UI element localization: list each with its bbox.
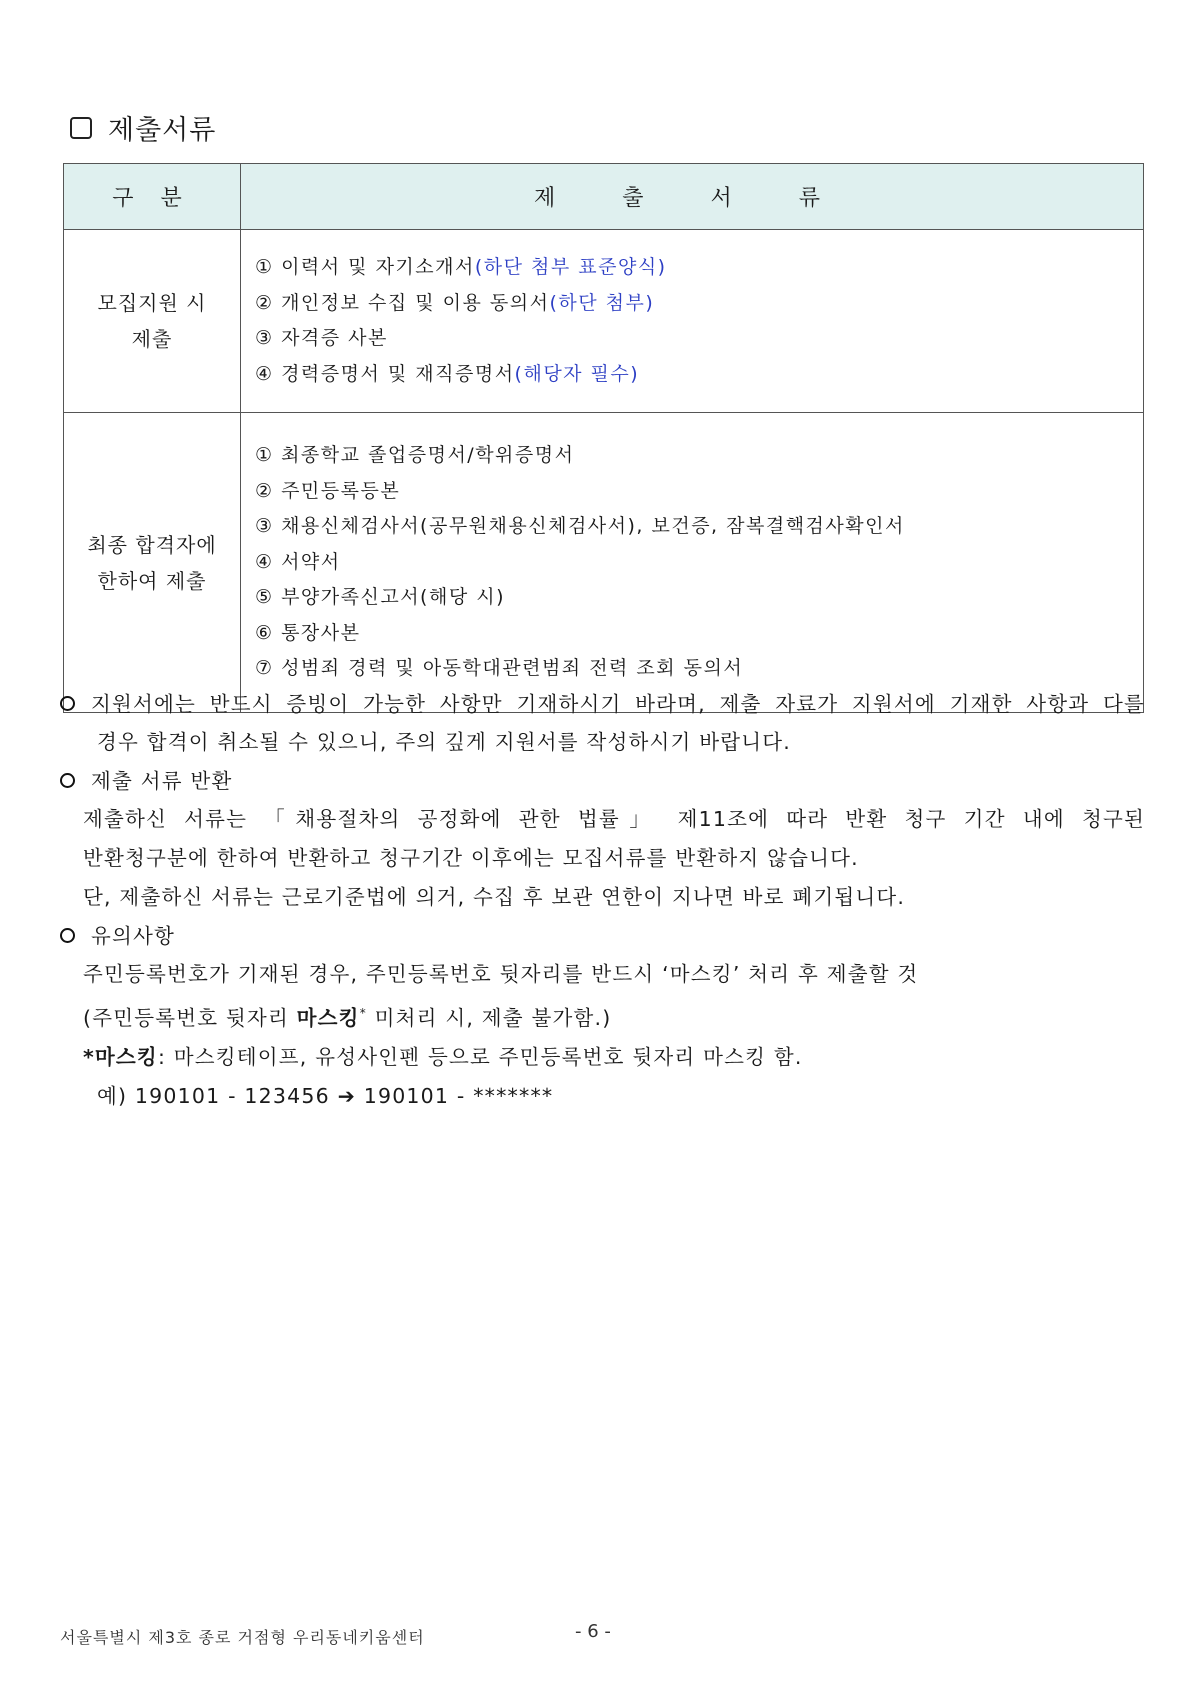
page-number: - 6 - <box>575 1621 611 1642</box>
note-heading <box>60 917 1145 955</box>
section-heading <box>70 108 216 147</box>
notes-section <box>60 685 1145 1116</box>
category-cell <box>64 413 241 713</box>
list-item: ③ 채용신체검사서(공무원채용신체검사서), 보건증, 잠복결핵검사확인서 <box>255 515 905 538</box>
note-item <box>60 685 1145 723</box>
arrow-icon: ➔ <box>337 1083 356 1108</box>
note-text: 반환청구분에 한하여 반환하고 청구기간 이후에는 모집서류를 반환하지 않습니다. <box>83 846 859 870</box>
documents-table <box>63 163 1144 713</box>
table-row <box>64 230 1144 413</box>
category-line: 제출 <box>131 327 173 351</box>
heading-text: 유의사항 <box>91 924 176 948</box>
note-text: 경우 합격이 취소될 수 있으니, 주의 깊게 지원서를 작성하시기 바랍니다. <box>97 730 791 754</box>
document-list <box>241 413 1144 713</box>
list-item: ③ 자격증 사본 <box>255 327 388 349</box>
example-text: 예) 190101 - 123456 ➔ 190101 - ******* <box>97 1083 554 1108</box>
list-item: ① 최종학교 졸업증명서/학위증명서 <box>255 444 575 467</box>
header-documents: 제 출 서 류 <box>241 164 1144 230</box>
note-text: 단, 제출하신 서류는 근로기준법에 의거, 수집 후 보관 연한이 지나면 바로 폐기됩니다. <box>83 885 906 909</box>
list-item: ① 이력서 및 자기소개서(하단 첨부 표준양식) <box>255 256 667 278</box>
category-line: 최종 합격자에 <box>87 532 217 557</box>
circle-bullet-icon <box>60 696 75 711</box>
checkbox-icon <box>70 117 92 139</box>
list-item: ④ 서약서 <box>255 550 341 573</box>
heading-text: 제출 서류 반환 <box>91 769 233 793</box>
list-item: ⑥ 통장사본 <box>255 621 361 644</box>
note-text: 지원서에는 반드시 증빙이 가능한 사항만 기재하시기 바라며, 제출 자료가 지원서에 기재한 사항과 다를 <box>91 692 1145 716</box>
header-category: 구 분 <box>64 164 241 230</box>
list-item: ② 주민등록등본 <box>255 479 401 502</box>
note-heading <box>60 762 1145 800</box>
note-text: *마스킹: 마스킹테이프, 유성사인펜 등으로 주민등록번호 뒷자리 마스킹 함. <box>83 1044 803 1069</box>
note-text: (주민등록번호 뒷자리 마스킹* 미처리 시, 제출 불가함.) <box>83 1005 612 1030</box>
category-cell <box>64 230 241 413</box>
circle-bullet-icon <box>60 773 75 788</box>
table-header-row <box>64 164 1144 230</box>
list-item: ④ 경력증명서 및 재직증명서(해당자 필수) <box>255 362 640 385</box>
list-item: ⑤ 부양가족신고서(해당 시) <box>255 586 505 609</box>
document-list <box>241 230 1144 413</box>
circle-bullet-icon <box>60 928 75 943</box>
category-line: 모집지원 시 <box>97 291 207 315</box>
list-item: ② 개인정보 수집 및 이용 동의서(하단 첨부) <box>255 291 655 314</box>
note-text: 제출하신 서류는 「채용절차의 공정화에 관한 법률」 제11조에 따라 반환 청구 기간 내에 청구된 <box>83 807 1145 831</box>
footer-organization: 서울특별시 제3호 종로 거점형 우리동네키움센터 <box>60 1628 425 1647</box>
list-item: ⑦ 성범죄 경력 및 아동학대관련범죄 전력 조회 동의서 <box>255 657 744 680</box>
section-title-text: 제출서류 <box>108 115 217 146</box>
note-text: 주민등록번호가 기재된 경우, 주민등록번호 뒷자리를 반드시 ‘마스킹’ 처리 후 제출할 것 <box>83 962 919 986</box>
category-line: 한하여 제출 <box>97 568 207 593</box>
table-row <box>64 413 1144 713</box>
